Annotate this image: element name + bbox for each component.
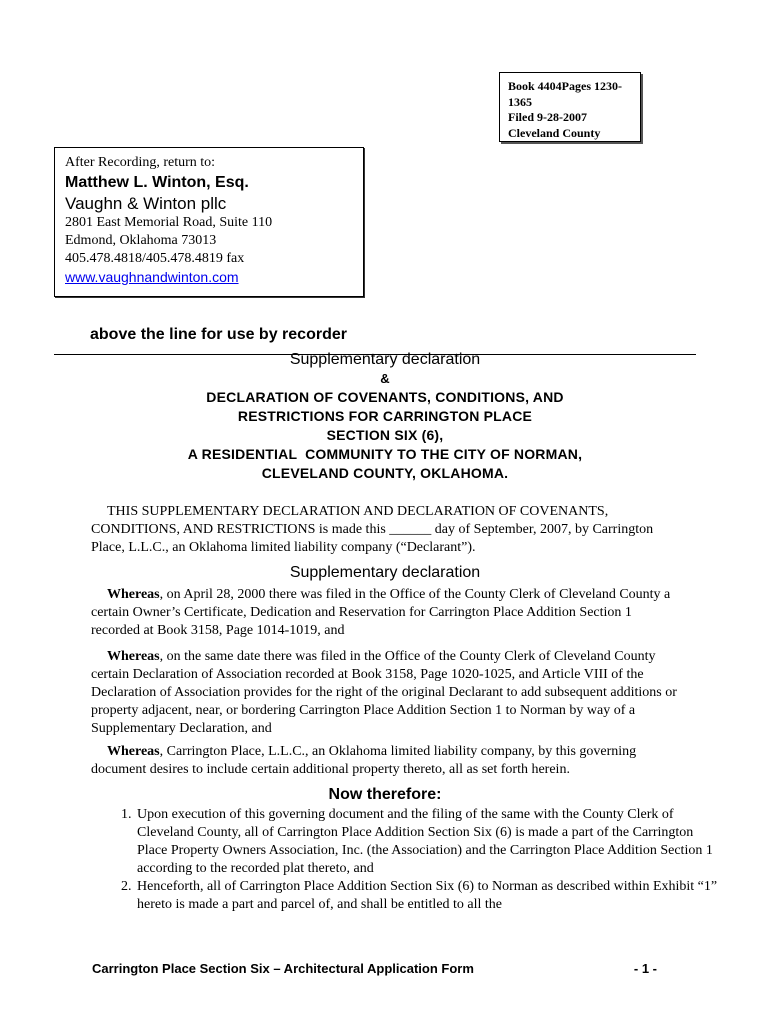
supplementary-title: Supplementary declaration: [289, 351, 481, 368]
whereas-text: , on the same date there was filed in the Office of the County Clerk of Cleveland County certain Declaration of Association recorded at Book 3158, Page 1020-1025, and Article VIII of the Declaration of Association provides for the right of the original Declarant to add subsequent additions or property adjacent, near, or bordering Carrington Place Addition Section 1 to Norman by way of a Supplementary Declaration, and: [91, 649, 677, 736]
recording-info-box: [499, 72, 641, 142]
section-heading: Supplementary declaration: [289, 564, 481, 581]
return-label: After Recording, return to:: [65, 155, 216, 170]
title-line: A RESIDENTIAL COMMUNITY TO THE CITY OF NORMAN,: [187, 446, 583, 462]
whereas-lead: Whereas: [107, 587, 160, 602]
title-line: SECTION SIX (6),: [326, 427, 444, 443]
recorder-note: above the line for use by recorder: [90, 326, 347, 343]
attorney-name: Matthew L. Winton, Esq.: [65, 174, 249, 191]
intro-text: THIS SUPPLEMENTARY DECLARATION AND DECLARATION OF COVENANTS, CONDITIONS, AND RESTRICTIONS is made this ______ day of September, 2007, by Carrington Place, L.L.C., an Oklahoma limited liability company (“Declarant”).: [91, 504, 654, 555]
whereas-text: , Carrington Place, L.L.C., an Oklahoma limited liability company, by this governing document desires to include certain additional property thereto, all as set forth herein.: [91, 744, 637, 777]
whereas-paragraph-1: [91, 586, 681, 640]
address-line-1: 2801 East Memorial Road, Suite 110: [65, 215, 273, 230]
recording-line: Filed 9-28-2007: [508, 110, 587, 124]
whereas-lead: Whereas: [107, 744, 160, 759]
title-line: CLEVELAND COUNTY, OKLAHOMA.: [261, 465, 509, 481]
intro-paragraph: [91, 503, 681, 557]
recording-line: Cleveland County: [508, 125, 601, 140]
phone-fax: 405.478.4818/405.478.4819 fax: [65, 251, 245, 266]
operative-list: [91, 806, 725, 914]
list-item: 1. Upon execution of this governing document and the filing of the same with the County Clerk of Cleveland County, all of Carrington Place Addition Section Six (6) is made a part of the Carrington Place Property Owners Association, Inc. (the Association) and the Carrington Place Addition Section 1 according to the recorded plat thereto, and: [135, 806, 725, 878]
whereas-paragraph-2: [91, 648, 681, 738]
footer-title: Carrington Place Section Six – Architectural Application Form: [92, 961, 474, 976]
title-ampersand: &: [380, 371, 390, 386]
page-footer: [92, 961, 657, 976]
now-therefore-heading: Now therefore:: [328, 786, 442, 803]
whereas-lead: Whereas: [107, 649, 160, 664]
address-line-2: Edmond, Oklahoma 73013: [65, 233, 217, 248]
firm-name: Vaughn & Winton pllc: [65, 194, 227, 213]
website-link[interactable]: www.vaughnandwinton.com: [65, 269, 239, 285]
page-number: - 1 -: [633, 961, 657, 976]
whereas-paragraph-3: [91, 743, 681, 779]
list-item: 2. Henceforth, all of Carrington Place Addition Section Six (6) to Norman as described within Exhibit “1” hereto is made a part and parcel of, and shall be entitled to all the: [135, 878, 725, 914]
document-title: [60, 350, 710, 483]
recording-line: Book 4404Pages 1230-: [508, 79, 622, 93]
whereas-text: , on April 28, 2000 there was filed in the Office of the County Clerk of Cleveland County a certain Owner’s Certificate, Dedication and Reservation for Carrington Place Addition Section 1 recorded at Book 3158, Page 1014-1019, and: [91, 587, 671, 638]
title-line: DECLARATION OF COVENANTS, CONDITIONS, AND: [206, 389, 564, 405]
recording-line: 1365: [508, 94, 532, 109]
return-address-box: [54, 147, 364, 297]
title-line: RESTRICTIONS FOR CARRINGTON PLACE: [237, 408, 533, 424]
